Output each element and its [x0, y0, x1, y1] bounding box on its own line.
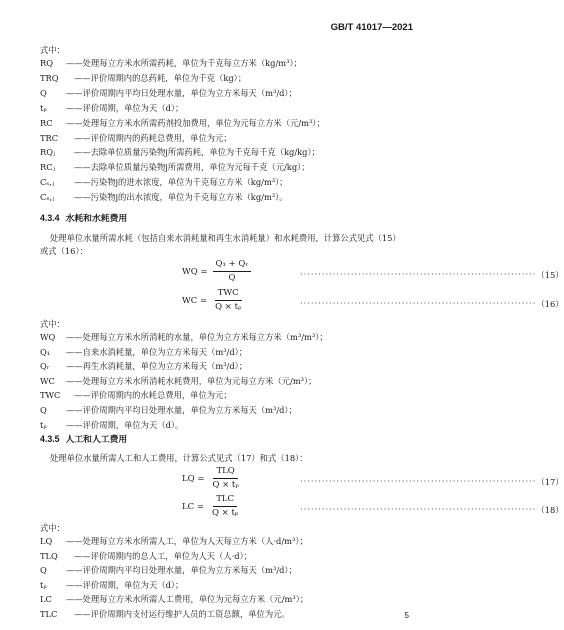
definition-symbol: RCⱼ — [40, 162, 55, 173]
definition-row — [40, 564, 419, 576]
definition-text: ——评价周期内平均日处理水量，单位为立方米每天（m³/d）； — [66, 87, 297, 98]
definition-text: ——处理每立方米水所需人工，单位为人天每立方米（人·d/m³）； — [66, 536, 308, 546]
numerator: TWC — [215, 288, 242, 301]
equation-label: （16） — [536, 299, 564, 309]
where-label: 式中： — [40, 45, 65, 55]
denominator: Q × tₚ — [211, 508, 239, 518]
definition-text: ——评价周期内的总药耗，单位为千克（kg）； — [74, 72, 247, 83]
definition-row — [40, 375, 419, 387]
definition-row — [40, 593, 419, 605]
definition-symbol: Q — [40, 565, 47, 576]
definition-text: ——评价周期内平均日处理水量，单位为立方米每天（m³/d）； — [66, 565, 297, 576]
section-title: 水耗和水耗费用 — [65, 213, 128, 223]
definition-symbol: Q₁ — [40, 346, 51, 357]
definition-symbol: WC — [40, 375, 55, 386]
definition-row — [40, 176, 419, 188]
definition-row — [40, 161, 419, 173]
definition-row — [40, 146, 419, 158]
definition-row — [40, 535, 419, 547]
definition-row — [40, 419, 419, 431]
definition-symbol: Qᵣ — [40, 361, 50, 372]
definition-row — [40, 608, 419, 620]
definition-row — [40, 191, 419, 203]
definition-text: ——评价周期内的总人工，单位为人天（人·d）； — [74, 550, 253, 561]
definition-symbol: Cₛ,ⱼ — [40, 177, 54, 188]
section-number: 4.3.5 — [40, 434, 60, 444]
formula-17 — [182, 466, 242, 491]
definition-row — [40, 579, 419, 591]
definition-row — [40, 57, 419, 69]
definition-row — [40, 360, 419, 372]
formula-15 — [182, 259, 251, 284]
formula-18 — [182, 494, 241, 519]
denominator: Q × tₚ — [212, 480, 239, 490]
where-label: 式中： — [40, 523, 65, 533]
definition-text: ——去除单位质量污染物j所需费用，单位为元每千克（元/kg）； — [74, 162, 310, 173]
definition-text: ——处理每立方米水所需人工费用，单位为元每立方米（元/m³）； — [66, 594, 309, 605]
paragraph-continued: 或式（16）： — [40, 246, 88, 256]
definition-text: ——评价周期内平均日处理水量，单位为立方米每天（m³/d）； — [66, 405, 297, 415]
fraction — [212, 288, 244, 313]
definition-symbol: tₚ — [40, 579, 47, 590]
fraction — [209, 494, 241, 519]
definition-row — [40, 102, 419, 114]
equation-number-18 — [300, 504, 564, 516]
definition-symbol: RQⱼ — [40, 147, 56, 158]
definition-symbol: TWC — [40, 390, 61, 401]
definition-symbol: Q — [40, 405, 47, 415]
definition-row — [40, 87, 419, 99]
numerator: TLQ — [213, 466, 237, 479]
where-label: 式中： — [40, 319, 65, 329]
definition-text: ——自来水消耗量，单位为立方米每天（m³/d）； — [66, 346, 248, 357]
paragraph: 处理单位水量所需人工和人工费用，计算公式见式（17）和式（18）： — [50, 453, 308, 463]
definition-text: ——评价周期内的水耗总费用，单位为元； — [74, 390, 232, 401]
definition-text: ——污染物j的进水浓度，单位为千克每立方米（kg/m³）； — [74, 177, 288, 188]
denominator: Q — [228, 273, 236, 283]
equation-number-15 — [300, 269, 564, 281]
definition-text: ——处理每立方米水所需药剂投加费用，单位为元每立方米（元/m³）； — [66, 117, 325, 128]
section-title: 人工和人工费用 — [65, 434, 128, 444]
definition-text: ——污染物j的出水浓度，单位为千克每立方米（kg/m³）。 — [74, 192, 288, 203]
numerator: TLC — [213, 494, 237, 507]
section-heading-4-3-4 — [40, 212, 127, 224]
fraction — [209, 466, 241, 491]
definition-row — [40, 550, 419, 562]
definition-row — [40, 346, 419, 358]
leader-dots: ································································· — [300, 269, 537, 279]
definition-symbol: WQ — [40, 332, 56, 342]
definition-symbol: tₚ — [40, 419, 47, 430]
formula-16 — [182, 288, 244, 313]
fraction — [213, 259, 252, 284]
standard-number: GB/T 41017—2021 — [330, 22, 413, 33]
denominator: Q × tₚ — [215, 302, 242, 312]
section-number: 4.3.4 — [40, 213, 60, 223]
definition-text: ——评价周期内支付运行维护人员的工资总额，单位为元。 — [74, 609, 290, 619]
definition-row — [40, 404, 419, 416]
definition-symbol: TRC — [40, 132, 59, 143]
definition-row — [40, 132, 419, 144]
leader-dots: ································································· — [300, 476, 537, 486]
page-number: 5 — [404, 611, 409, 620]
definition-text: ——评价周期，单位为天（d）； — [66, 579, 184, 590]
definition-symbol: tₚ — [40, 102, 47, 113]
definition-text: ——再生水消耗量，单位为立方米每天（m³/d）； — [66, 361, 248, 372]
formula-lhs: WQ = — [182, 266, 208, 277]
definition-row — [40, 389, 419, 401]
leader-dots: ································································· — [300, 298, 537, 308]
definition-row — [40, 117, 419, 129]
formula-lhs: WC = — [182, 295, 208, 306]
paragraph: 处理单位水量所需水耗（包括自来水消耗量和再生水消耗量）和水耗费用，计算公式见式（15） — [50, 233, 401, 243]
definition-symbol: TLC — [40, 609, 58, 619]
equation-label: （18） — [536, 505, 564, 515]
section-heading-4-3-5 — [40, 433, 127, 445]
equation-number-16 — [300, 298, 564, 310]
definition-symbol: LQ — [40, 536, 53, 546]
definition-symbol: TLQ — [40, 550, 58, 561]
definition-symbol: LC — [40, 594, 52, 605]
definition-symbol: TRQ — [40, 72, 59, 83]
definition-text: ——评价周期内的药耗总费用，单位为元； — [74, 132, 232, 143]
formula-lhs: LQ = — [182, 473, 205, 484]
definition-row — [40, 331, 419, 343]
definition-text: ——处理每立方米水所需药耗，单位为千克每立方米（kg/m³）； — [66, 58, 302, 68]
equation-label: （15） — [536, 270, 564, 280]
definition-text: ——去除单位质量污染物j所需药耗，单位为千克每千克（kg/kg）； — [74, 147, 320, 158]
definition-text: ——评价周期，单位为天（d）； — [66, 102, 184, 113]
definition-symbol: Q — [40, 87, 47, 98]
definition-text: ——评价周期，单位为天（d）。 — [66, 419, 184, 430]
definition-row — [40, 72, 419, 84]
definition-symbol: RQ — [40, 58, 54, 68]
equation-number-17 — [300, 476, 564, 488]
definition-symbol: Cₑ,ⱼ — [40, 192, 55, 203]
leader-dots: ································································· — [300, 504, 537, 514]
formula-lhs: LC = — [182, 501, 204, 512]
definition-text: ——处理每立方米水所消耗的水量，单位为立方米每立方米（m³/m³）； — [66, 332, 328, 342]
definition-text: ——处理每立方米水所消耗水耗费用，单位为元每立方米（元/m³）； — [66, 375, 317, 386]
equation-label: （17） — [536, 477, 564, 487]
definition-symbol: RC — [40, 117, 53, 128]
numerator: Q₁ + Qᵣ — [213, 259, 252, 272]
